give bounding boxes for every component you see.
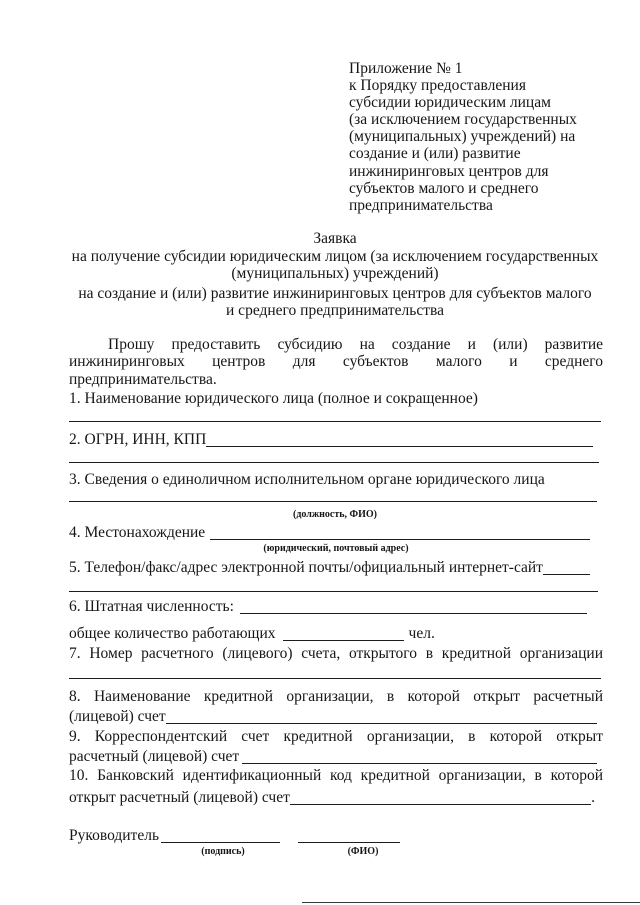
field-label-head: 3. Сведения о единоличном исполнительном органе юридического лица: [69, 471, 545, 488]
title-line: на получение субсидии юридическим лицом (за исключением государственных: [71, 248, 599, 265]
field-label-ogrn: 2. ОГРН, ИНН, КПП: [69, 431, 207, 448]
fill-line: [166, 723, 597, 724]
field-row-contacts: [69, 559, 590, 577]
fill-line: [69, 421, 601, 422]
signature-hint: (подпись): [201, 846, 245, 857]
fill-line: [242, 763, 597, 764]
field-hint-location: (юридический, почтовый адрес): [263, 543, 409, 554]
unit-label: чел.: [408, 625, 435, 642]
signature-row: [69, 827, 409, 845]
signature-fill-line: [161, 842, 280, 843]
intro-line: инжиниринговых центров для субъектов малого и среднего: [69, 353, 603, 370]
field-hint-head: (должность, ФИО): [293, 509, 377, 520]
appendix-line: Приложение № 1: [349, 60, 463, 77]
field-label-account: 7. Номер расчетного (лицевого) счета, открытого в кредитной организации: [69, 645, 603, 662]
fill-line: [69, 678, 601, 679]
field-label-corr-cont: расчетный (лицевой) счет: [69, 748, 240, 765]
document-title: Заявка: [313, 230, 357, 247]
title-line: на создание и (или) развитие инжиниринговых центров для субъектов малого: [78, 285, 592, 302]
field-label-contacts: 5. Телефон/факс/адрес электронной почты/официальный интернет-сайт: [69, 559, 543, 576]
field-row-location: [69, 524, 590, 542]
field-label-name: 1. Наименование юридического лица (полное и сокращенное): [69, 390, 478, 407]
field-label-location: 4. Местонахождение: [69, 524, 206, 541]
fill-line: [69, 462, 599, 463]
field-label-bik: 10. Банковский идентификационный код кредитной организации, в которой: [69, 767, 603, 784]
name-fill-line: [298, 842, 400, 843]
intro-line: предпринимательства.: [69, 371, 217, 388]
fill-line: [240, 613, 587, 614]
appendix-line: субъектов малого и среднего: [349, 179, 539, 197]
fill-line: [543, 574, 590, 575]
field-row-corr: [69, 748, 597, 766]
field-row-bik: [69, 789, 595, 807]
name-hint: (ФИО): [347, 846, 379, 857]
scan-edge-line: [302, 902, 640, 903]
field-row-ogrn: [69, 431, 593, 449]
title-line: и среднего предпринимательства: [226, 302, 444, 319]
signature-label: Руководитель: [69, 827, 160, 844]
fill-line: [210, 539, 590, 540]
appendix-line: (за исключением государственных: [349, 111, 577, 129]
appendix-line: к Порядку предоставления: [349, 77, 526, 95]
intro-line: Прошу предоставить субсидию на создание и (или) развитие: [108, 336, 603, 353]
fill-line: [290, 804, 591, 805]
title-line: (муниципальных) учреждений): [231, 265, 439, 282]
fill-line: [283, 640, 404, 641]
field-row-staff: [69, 598, 587, 616]
field-label-corr: 9. Корреспондентский счет кредитной организации, в которой открыт: [69, 728, 603, 745]
field-label-staff-total: общее количество работающих: [69, 625, 276, 642]
appendix-line: инжиниринговых центров для: [349, 162, 549, 180]
field-label-bik-cont: открыт расчетный (лицевой) счет: [69, 789, 290, 806]
field-label-bank-cont: (лицевой) счет: [69, 708, 166, 725]
fill-line: [69, 591, 598, 592]
fill-line: [206, 446, 593, 447]
appendix-reference: [349, 60, 577, 214]
field-label-staff: 6. Штатная численность:: [69, 598, 234, 615]
field-row-bank: [69, 708, 597, 726]
field-row-staff-total: [69, 625, 449, 643]
appendix-line: предпринимательства: [349, 196, 493, 214]
fill-line: [69, 501, 597, 502]
field-label-bank: 8. Наименование кредитной организации, в которой открыт расчетный: [69, 688, 603, 705]
appendix-line: создание и (или) развитие: [349, 145, 521, 163]
appendix-line: субсидии юридическим лицам: [349, 94, 551, 112]
period-mark: .: [591, 789, 595, 806]
appendix-line: (муниципальных) учреждений) на: [349, 128, 576, 146]
